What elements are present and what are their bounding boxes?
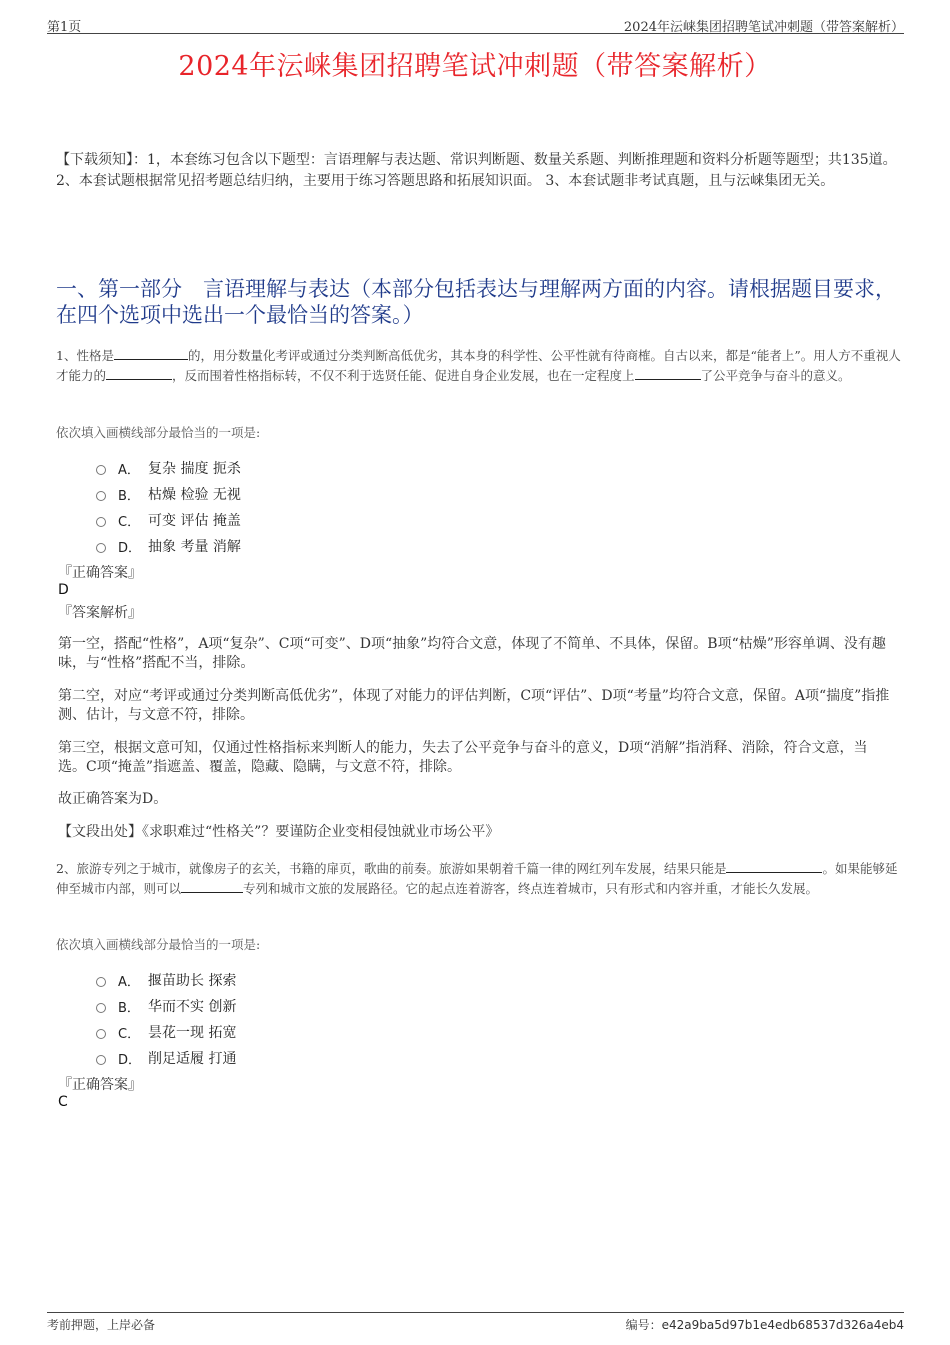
radio-button-icon[interactable]: [96, 465, 106, 475]
blank-1: [114, 347, 188, 360]
analysis-paragraph-1: 第一空，搭配“性格”，A项“复杂”、C项“可变”、D项“抽象”均符合文意，体现了不简单、不具体，保留。B项“枯燥”形容单调、没有趣味，与“性格”搭配不当，排除。: [58, 636, 886, 671]
blank-2: [181, 880, 243, 893]
page-number: 第1页: [47, 20, 82, 35]
radio-button-icon[interactable]: [96, 977, 106, 987]
radio-button-icon[interactable]: [96, 1029, 106, 1039]
document-code: 编号：e42a9ba5d97b1e4edb68537d326a4eb4: [625, 1318, 904, 1332]
download-notice: 【下载须知】：1，本套练习包含以下题型：言语理解与表达题、常识判断题、数量关系题、判断推理题和资料分析题等题型；共135道。 2、本套试题根据常见招考题总结归纳，主要用于练习答题思路和拓展知识面。 3、本套试题非考试真题，且与沄崃集团无关。: [56, 152, 897, 189]
question-1-analysis-label: 『答案解析』: [58, 605, 142, 621]
question-1-answer-label: 『正确答案』: [58, 565, 142, 581]
analysis-paragraph-2: 第二空，对应“考评或通过分类判断高低优劣”，体现了对能力的评估判断，C项“评估”、D项“考量”均符合文意，保留。A项“揣度”指推测、估计，与文意不符，排除。: [58, 688, 890, 723]
question-1-stem: 1、性格是 的，用分数量化考评或通过分类判断高低优劣，其本身的科学性、公平性就有待商榷。自古以来，都是“能者上”。用人方不重视人才能力的 ，反而围着性格指标转，不仅不利于选贤任能、促进自身企业发展，也在一定程度上 了公平竞争与奋斗的意义。: [56, 348, 901, 383]
question-1-option-c[interactable]: C． 可变 评估 掩盖: [96, 510, 241, 530]
radio-button-icon[interactable]: [96, 1055, 106, 1065]
blank-3: [635, 367, 701, 380]
blank-2: [106, 367, 172, 380]
question-1-option-a[interactable]: A． 复杂 揣度 扼杀: [96, 458, 241, 478]
page-footer: [47, 1312, 904, 1333]
analysis-paragraph-3: 第三空，根据文意可知，仅通过性格指标来判断人的能力，失去了公平竞争与奋斗的意义，D项“消解”指消释、消除，符合文意，当选。C项“掩盖”指遮盖、覆盖，隐藏、隐瞒，与文意不符，排除。: [58, 740, 868, 775]
question-2-stem: 2、旅游专列之于城市，就像房子的玄关，书籍的扉页，歌曲的前奏。旅游如果朝着千篇一律的网红列车发展，结果只能是 。如果能够延伸至城市内部，则可以 专列和城市文旅的发展路径。它的起点连着游客，终点连着城市，只有形式和内容并重，才能长久发展。: [56, 861, 898, 896]
question-1-instruction: 依次填入画横线部分最恰当的一项是:: [56, 425, 261, 440]
question-1-option-b[interactable]: B． 枯燥 检验 无视: [96, 484, 241, 504]
radio-button-icon[interactable]: [96, 517, 106, 527]
question-2-option-b[interactable]: B． 华而不实 创新: [96, 996, 236, 1016]
question-2-answer: C: [58, 1094, 68, 1110]
source-citation: 【文段出处】《求职难过“性格关”？要谨防企业变相侵蚀就业市场公平》: [58, 824, 500, 840]
question-2-option-a[interactable]: A． 揠苗助长 探索: [96, 970, 236, 990]
section-title: 一、第一部分 言语理解与表达（本部分包括表达与理解两方面的内容。请根据题目要求，在四个选项中选出一个最恰当的答案。）: [56, 277, 896, 327]
radio-button-icon[interactable]: [96, 543, 106, 553]
header-doc-title: 2024年沄崃集团招聘笔试冲刺题（带答案解析）: [623, 20, 904, 35]
radio-button-icon[interactable]: [96, 491, 106, 501]
footer-slogan: 考前押题，上岸必备: [47, 1318, 156, 1332]
analysis-conclusion: 故正确答案为D。: [58, 791, 168, 807]
question-1-answer: D: [58, 582, 69, 598]
question-2-instruction: 依次填入画横线部分最恰当的一项是:: [56, 937, 261, 952]
document-title: 2024年沄崃集团招聘笔试冲刺题（带答案解析）: [178, 51, 772, 82]
radio-button-icon[interactable]: [96, 1003, 106, 1013]
question-2-option-d[interactable]: D． 削足适履 打通: [96, 1048, 236, 1068]
page-header: [47, 14, 904, 34]
question-2-answer-label: 『正确答案』: [58, 1077, 142, 1093]
question-2-option-c[interactable]: C． 昙花一现 拓宽: [96, 1022, 236, 1042]
blank-1: [726, 860, 822, 873]
question-1-option-d[interactable]: D． 抽象 考量 消解: [96, 536, 241, 556]
